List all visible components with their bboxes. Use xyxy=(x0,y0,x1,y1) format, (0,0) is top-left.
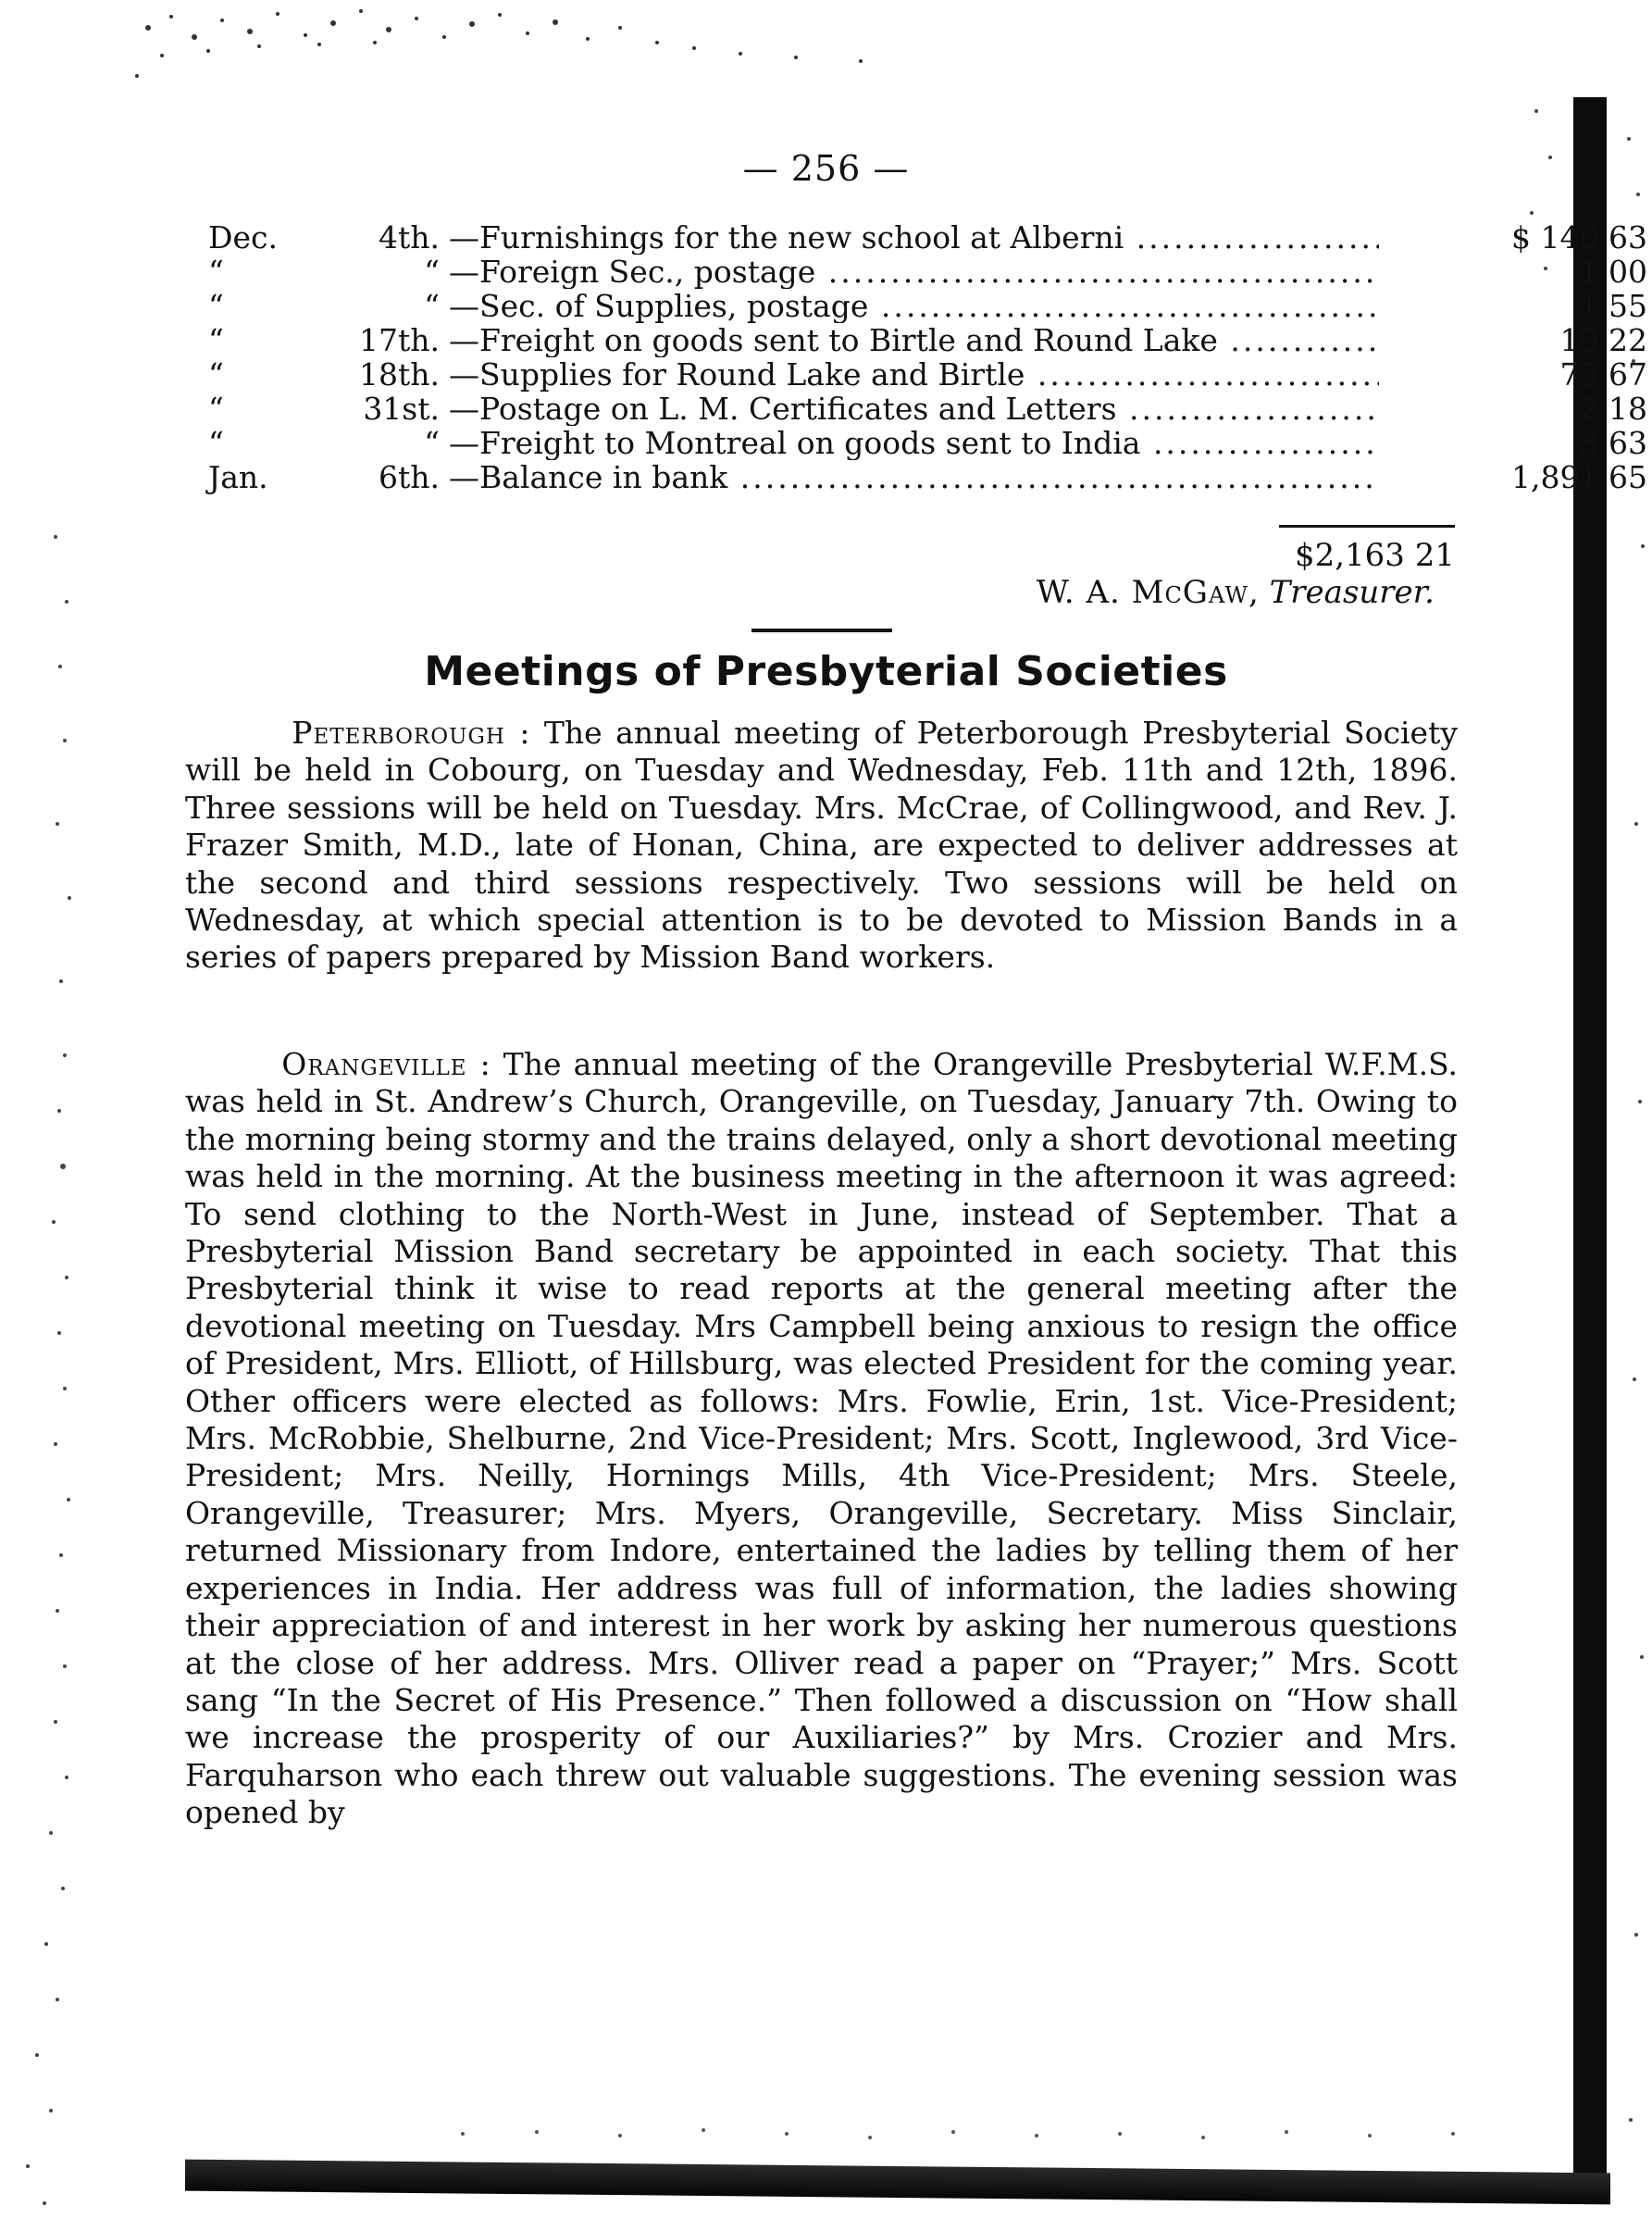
ledger-description: —Freight on goods sent to Birtle and Round Lake ..... xyxy=(449,323,1379,357)
ledger-row xyxy=(185,391,1647,427)
ledger-description: —Balance in bank ..... xyxy=(449,460,1379,494)
peterborough-text: The annual meeting of Peterborough Presbyterial Society will be held in Cobourg, on Tuesday and Wednesday, Feb. 11th and 12th, 1896. Three sessions will be held on Tuesday. Mrs. McCrae, of Collingwood, and Rev. J. Frazer Smith, M.D., late of Honan, China, are expected to deliver addresses at the second and third sessions respectively. Two sessions will be held on Wednesday, at which special attention is to be devoted to Mission Bands in a series of papers prepared by Mission Band workers. xyxy=(185,715,1458,976)
ledger-total: $2,163 21 xyxy=(1294,537,1455,574)
ledger-day: 17th. xyxy=(359,322,440,358)
orangeville-heading: Orangeville : xyxy=(281,1046,491,1082)
orangeville-text: The annual meeting of the Orangeville Presbyterial W.F.M.S. was held in St. Andrew’s Church, Orangeville, on Tuesday, January 7th. Owing to the morning being stormy and the trains delayed, only a short devotional meeting was held in the morning. At the business meeting in the afternoon it was agreed: To send clothing to the North-West in June, instead of September. That a Presbyterial Mission Band secretary be appointed in each society. That this Presbyterial think it wise to read reports at the general meeting after the devotional meeting on Tuesday. Mrs Campbell being anxious to resign the office of President, Mrs. Elliott, of Hillsburg, was elected President for the coming year. Other officers were elected as follows: Mrs. Fowlie, Erin, 1st. Vice-President; Mrs. McRobbie, Shelburne, 2nd Vice-President; Mrs. Scott, Inglewood, 3rd Vice-President; Mrs. Neilly, Hornings Mills, 4th Vice-President; Mrs. Steele, Orangeville, Treasurer; Mrs. Myers, Orangeville, Secretary. Miss Sinclair, returned Missionary from Indore, entertained the ladies by telling them of her experiences in India. Her address was full of information, the ladies showing their appreciation of and interest in her work by asking her numerous questions at the close of her address. Mrs. Olliver read a paper on “Prayer;” Mrs. Scott sang “In the Secret of His Presence.” Then followed a discussion on “How shall we increase the prosperity of our Auxiliaries?” by Mrs. Crozier and Mrs. Farquharson who each threw out valuable suggestions. The evening session was opened by xyxy=(185,1046,1458,1831)
scan-noise-bottom xyxy=(407,2115,1518,2152)
ledger-description: —Sec. of Supplies, postage ..... xyxy=(449,289,1379,323)
treasurer-title: Treasurer. xyxy=(1269,574,1435,611)
ledger-month: “ xyxy=(208,391,224,427)
scan-noise-left xyxy=(0,518,102,2231)
ledger-day: 31st. xyxy=(363,391,440,427)
ledger-month: “ xyxy=(208,425,224,461)
section-title: Meetings of Presbyterial Societies xyxy=(424,648,1228,695)
treasurer-signature xyxy=(953,574,1435,611)
ledger-row xyxy=(185,219,1647,256)
bottom-edge-shadow xyxy=(185,2160,1610,2205)
ledger-month: “ xyxy=(208,254,224,290)
ledger-month: Dec. xyxy=(208,219,278,256)
ledger-amount: 1,891 65 xyxy=(1511,459,1647,495)
ledger-table xyxy=(185,219,1647,495)
ledger-description: —Foreign Sec., postage ..... xyxy=(449,255,1379,289)
peterborough-heading: Peterborough : xyxy=(292,715,531,751)
ledger-row xyxy=(185,322,1647,358)
ledger-description: —Postage on L. M. Certificates and Letters ..... xyxy=(449,392,1379,426)
orangeville-paragraph xyxy=(185,1046,1458,1832)
ledger-day: 4th. xyxy=(379,219,440,256)
ledger-day: “ xyxy=(424,288,440,324)
ledger-day: “ xyxy=(424,425,440,461)
ledger-day: 6th. xyxy=(379,459,440,495)
treasurer-name: W. A. McGaw, xyxy=(1036,574,1260,611)
ledger-amount: 19 22 xyxy=(1559,322,1647,358)
ledger-month: “ xyxy=(208,356,224,393)
ledger-row xyxy=(185,459,1647,495)
sum-rule xyxy=(1279,525,1455,528)
ledger-amount: 3 63 xyxy=(1579,425,1647,461)
ledger-amount: 2 18 xyxy=(1579,391,1647,427)
ledger-day: 18th. xyxy=(359,356,440,393)
ledger-month: Jan. xyxy=(208,459,268,495)
ledger-amount: 1 00 xyxy=(1579,254,1647,290)
ledger-month: “ xyxy=(208,322,224,358)
peterborough-paragraph xyxy=(185,715,1458,977)
section-divider xyxy=(751,629,892,632)
ledger-day: “ xyxy=(424,254,440,290)
ledger-month: “ xyxy=(208,288,224,324)
ledger-amount: 1 55 xyxy=(1579,288,1647,324)
scan-noise-top xyxy=(130,0,925,83)
ledger-description: —Freight to Montreal on goods sent to India ..... xyxy=(449,426,1379,460)
ledger-amount: 75 67 xyxy=(1559,356,1647,393)
ledger-row xyxy=(185,254,1647,290)
ledger-row xyxy=(185,288,1647,324)
ledger-row xyxy=(185,425,1647,461)
ledger-amount: $ 140 63 xyxy=(1511,219,1647,256)
ledger-description: —Supplies for Round Lake and Birtle ..... xyxy=(449,357,1379,392)
ledger-row xyxy=(185,356,1647,393)
ledger-description: —Furnishings for the new school at Alberni ..... xyxy=(449,220,1379,255)
page-number: — 256 — xyxy=(742,148,910,189)
